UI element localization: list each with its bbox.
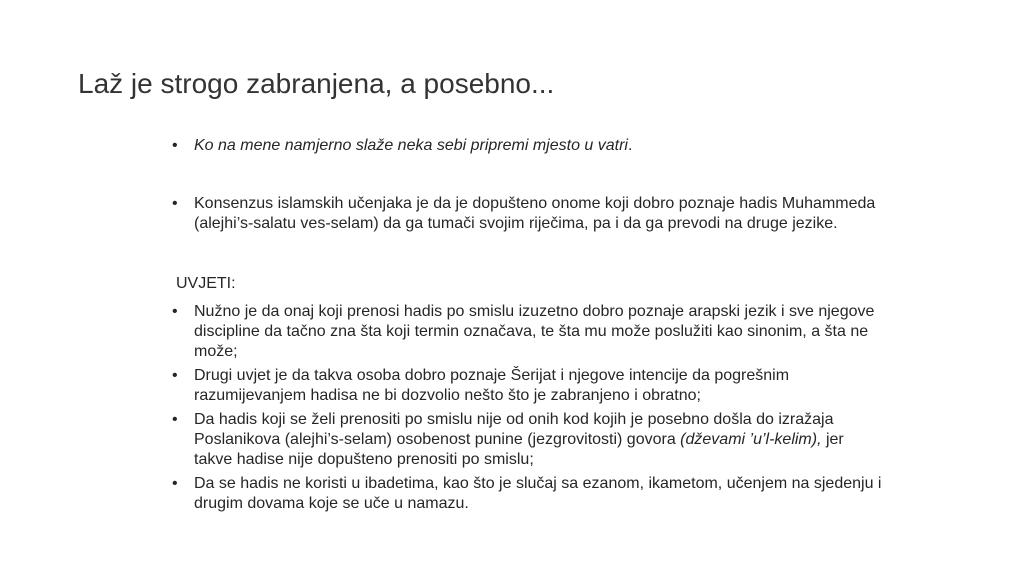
conditions-heading: UVJETI:: [176, 275, 236, 292]
slide-body: [172, 136, 882, 518]
condition-item: • Drugi uvjet je da takva osoba dobro poznaje Šerijat i njegove intencije da pogrešnim razumijevanjem hadisa ne bi dozvolio nešto što je zabranjeno i obratno;: [172, 366, 882, 406]
quote-end: .: [627, 137, 633, 154]
conditions-list: [172, 302, 882, 514]
slide-title: Laž je strogo zabranjena, a posebno...: [78, 68, 555, 99]
condition-text: jer takve hadise nije dopušteno prenositi po smislu;: [194, 431, 844, 468]
condition-item: [172, 410, 882, 470]
condition-text: Da hadis koji se želi prenositi po smislu nije od onih kod kojih je posebno došla do izražaja Poslanikova (alejhi’s-selam) osobenost punine (jezgrovitosti) govora: [194, 411, 834, 448]
hadith-quote: Ko na mene namjerno slaže neka sebi pripremi mjesto u vatri: [194, 137, 628, 154]
condition-item: • Nužno je da onaj koji prenosi hadis po smislu izuzetno dobro poznaje arapski jezik i sve njegove discipline da tačno zna šta koji termin označava, te šta mu može poslužiti kao sinonim, a šta ne može;: [172, 302, 882, 362]
consensus-bullet: • Konsenzus islamskih učenjaka je da je dopušteno onome koji dobro poznaje hadis Muhammeda (alejhi’s-salatu ves-selam) da ga tumači svojim riječima, pa i da ga prevodi na druge jezike.: [172, 194, 882, 234]
quote-bullet: [172, 136, 882, 156]
condition-italic-term: (dževami ’u’l-kelim),: [680, 431, 822, 448]
condition-item: • Da se hadis ne koristi u ibadetima, kao što je slučaj sa ezanom, ikametom, učenjem na sjedenju i drugim dovama koje se uče u namazu.: [172, 474, 882, 514]
